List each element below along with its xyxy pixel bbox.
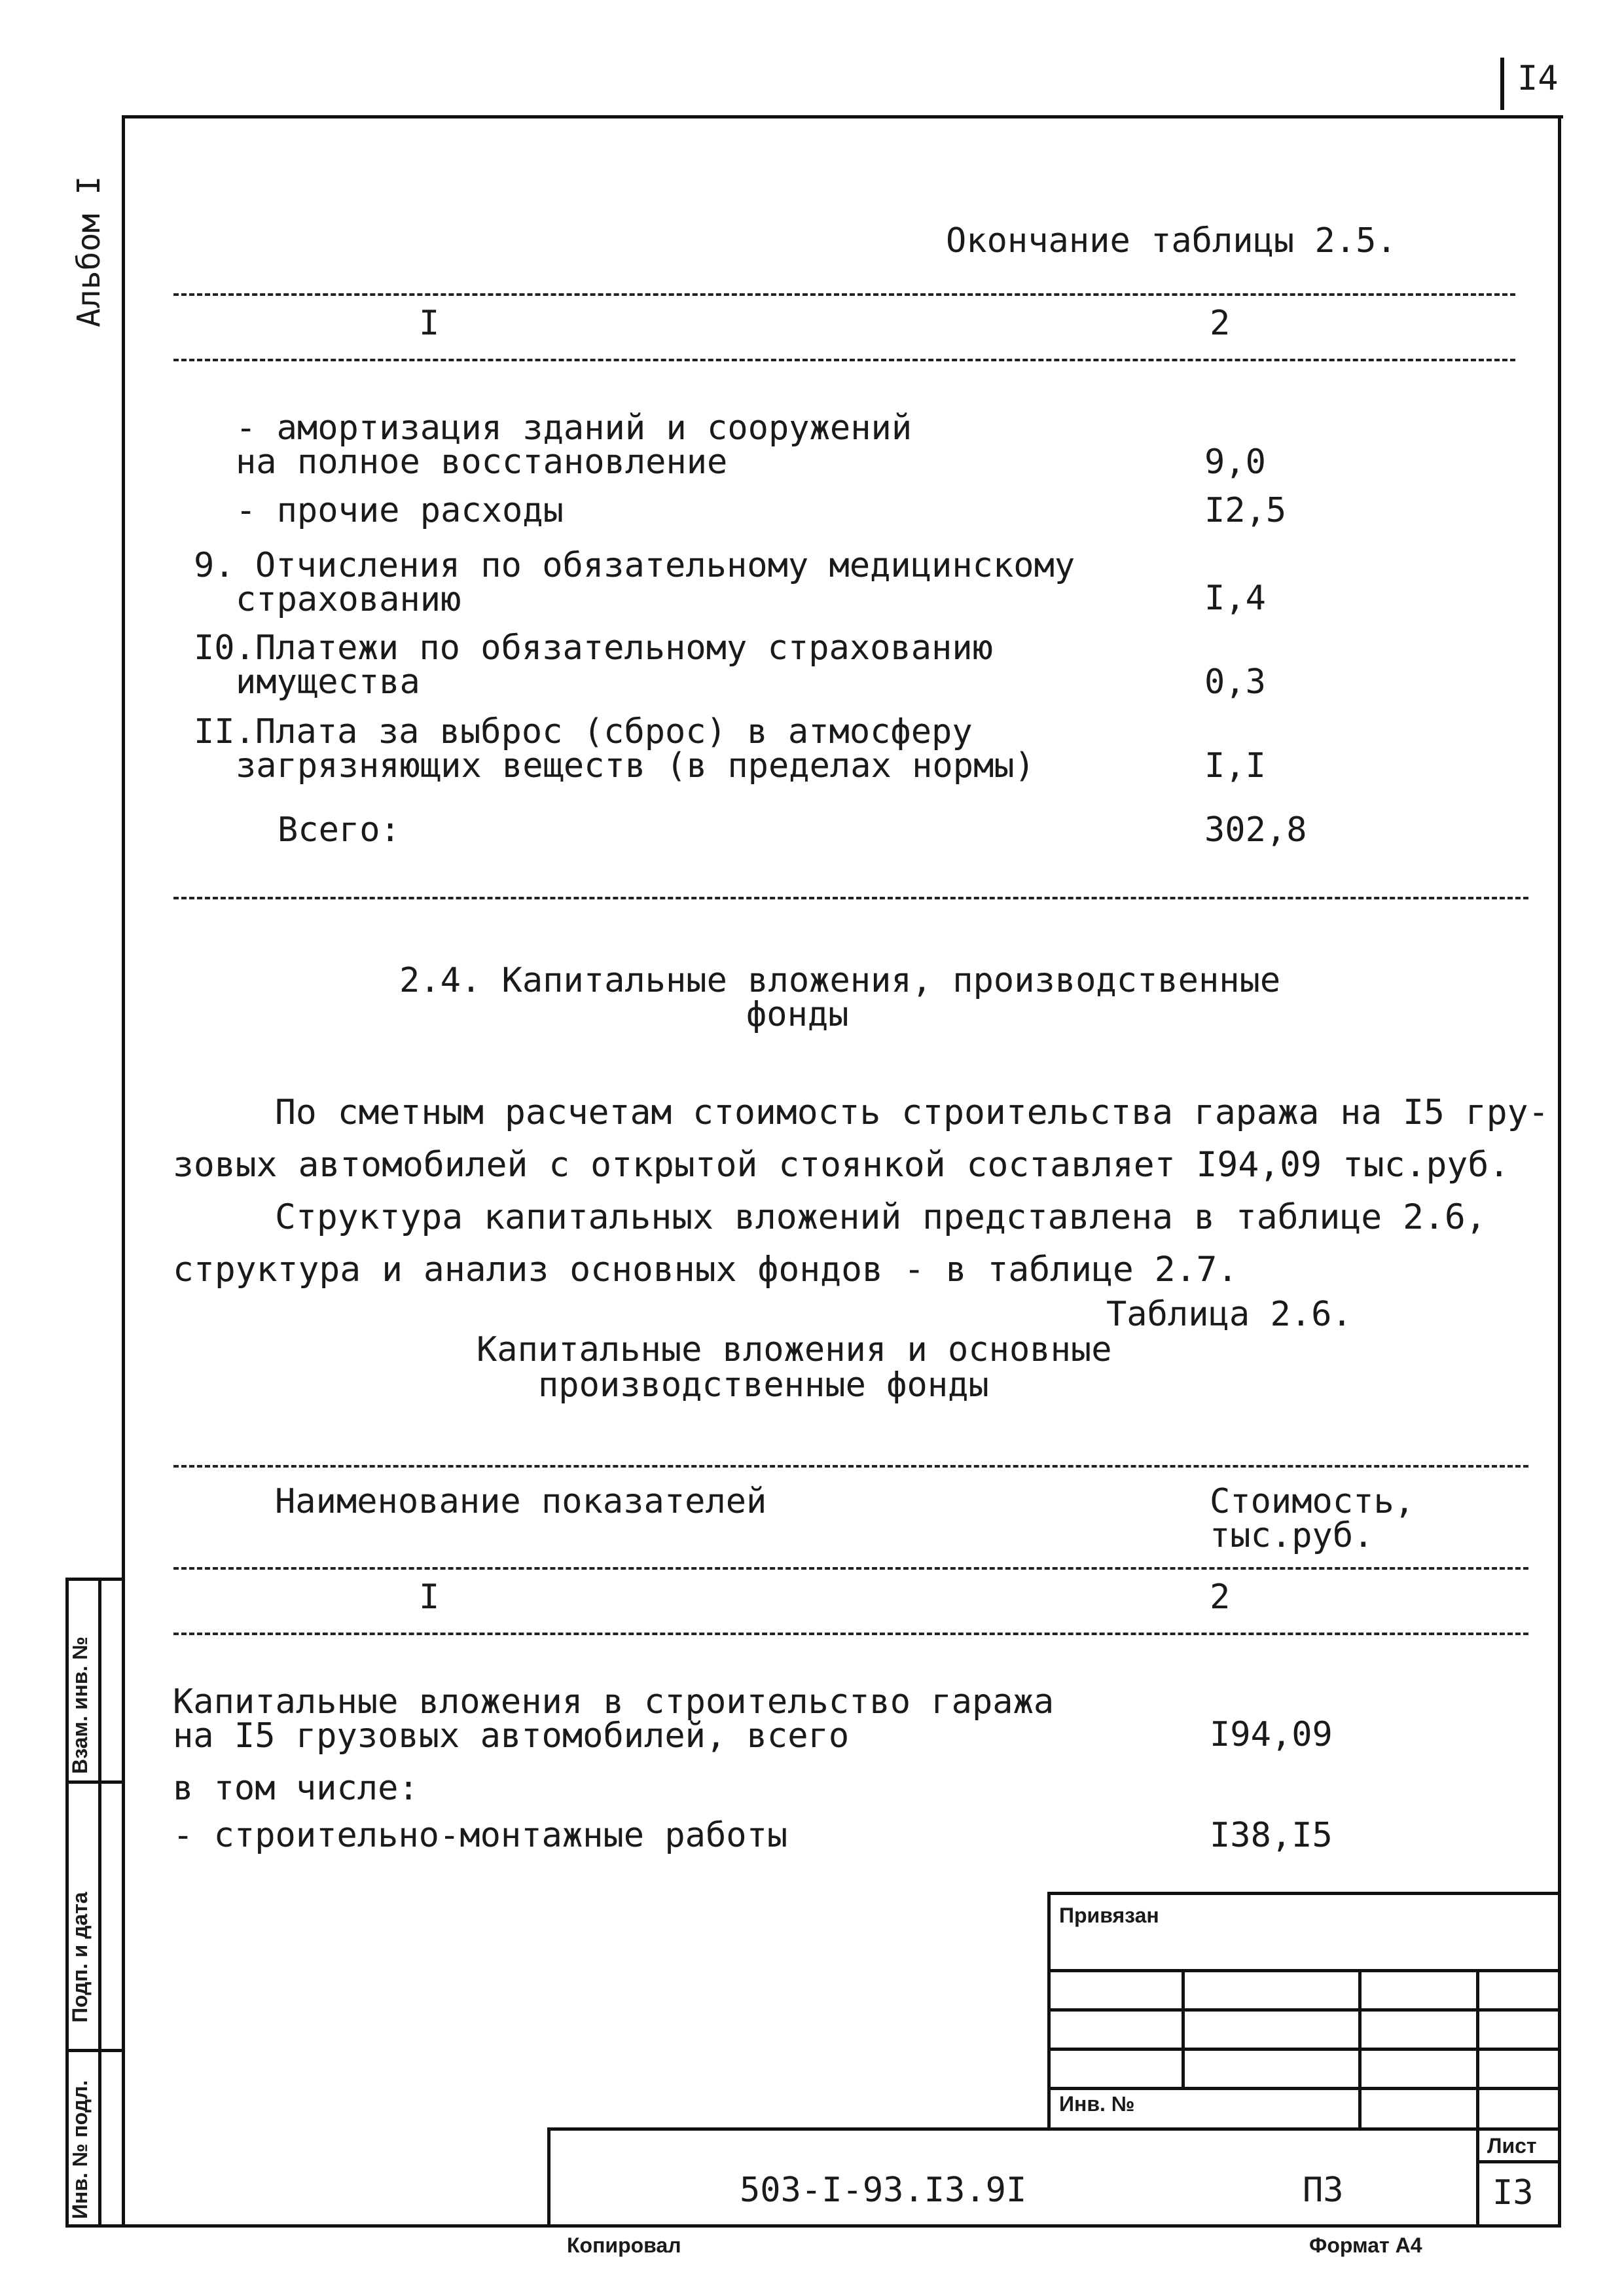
- frame-bottom: [65, 2224, 1561, 2228]
- table-row: - амортизация зданий и сооружений: [236, 408, 912, 448]
- stamp-col-1: [1182, 1969, 1185, 2087]
- frame-left: [122, 115, 125, 2226]
- frame-right: [1558, 115, 1561, 2226]
- table-row: - прочие расходы: [236, 491, 564, 530]
- stamp-col-3: [1476, 1969, 1479, 2224]
- table-2-5-rule-head: [173, 359, 1515, 361]
- table-row-value: I94,09: [1210, 1715, 1333, 1754]
- sheet-number: I3: [1492, 2173, 1534, 2213]
- table-row-cont: загрязняющих веществ (в пределах нормы): [236, 746, 1035, 786]
- stamp-privyazan: Привязан: [1059, 1904, 1159, 1927]
- table-2-6-colnum-1: I: [419, 1578, 440, 1617]
- page-number-divider: [1500, 58, 1504, 110]
- table-2-5-colnum-2: 2: [1210, 304, 1231, 343]
- stamp-sheet-divider: [1476, 2160, 1561, 2163]
- table-2-6-head-col2-cont: тыс.руб.: [1210, 1516, 1374, 1555]
- table-row: II.Плата за выброс (сброс) в атмосферу: [194, 712, 973, 751]
- stamp-grid-3: [1047, 2048, 1561, 2051]
- stamp-grid-2: [1047, 2008, 1561, 2012]
- album-label: [71, 176, 107, 327]
- table-2-6-head-col2: Стоимость,: [1210, 1482, 1415, 1521]
- table-2-6-colnum-2: 2: [1210, 1578, 1231, 1617]
- page-number: I4: [1517, 59, 1559, 98]
- side-vzam-inv: [68, 1636, 92, 1774]
- table-total-label: Всего:: [278, 810, 401, 850]
- side-strip-div-2: [65, 2049, 124, 2052]
- side-strip-top: [65, 1578, 124, 1581]
- table-2-5-rule-bottom: [173, 897, 1528, 899]
- stamp-main-top: [547, 2127, 1561, 2131]
- stamp-top: [1047, 1892, 1561, 1895]
- table-2-6-head-col1: Наименование показателей: [275, 1482, 767, 1521]
- table-2-6-rule-head: [173, 1567, 1528, 1570]
- paragraph-line: По сметным расчетам стоимость строительства гаража на I5 гру-: [275, 1093, 1549, 1132]
- table-2-5-colnum-1: I: [419, 304, 440, 343]
- table-row-value: I,I: [1204, 746, 1266, 786]
- table-row: - строительно-монтажные работы: [173, 1816, 788, 1855]
- table-row-value: I2,5: [1204, 491, 1287, 530]
- side-vzam-inv-text: Взам. инв. №: [68, 1636, 92, 1774]
- copied-label: Копировал: [567, 2233, 681, 2257]
- table-row-cont: на полное восстановление: [236, 443, 728, 482]
- stamp-grid-4: [1047, 2087, 1561, 2090]
- table-2-6-rule-top: [173, 1465, 1528, 1468]
- stamp-col-2: [1358, 1969, 1362, 2127]
- table-2-5-caption: Окончание таблицы 2.5.: [946, 221, 1397, 261]
- section-heading-cont: фонды: [746, 995, 849, 1034]
- side-inv-podl: [68, 2080, 92, 2219]
- format-label: Формат А4: [1309, 2233, 1422, 2257]
- table-2-6-title-cont: производственные фонды: [538, 1365, 989, 1405]
- side-strip-inner: [98, 1578, 101, 2226]
- table-2-6-rule-colnum: [173, 1633, 1528, 1635]
- table-row-value: 9,0: [1204, 443, 1266, 482]
- section-heading: 2.4. Капитальные вложения, производственные: [399, 961, 1281, 1000]
- doc-code: 503-I-93.I3.9I: [740, 2171, 1027, 2210]
- table-2-5-rule-top: [173, 293, 1515, 296]
- paragraph-line: структура и анализ основных фондов - в таблице 2.7.: [173, 1250, 1238, 1290]
- frame-top: [122, 115, 1563, 118]
- table-row: 9. Отчисления по обязательному медицинскому: [194, 546, 1075, 585]
- stamp-inv-no: Инв. №: [1059, 2092, 1135, 2116]
- table-total-value: 302,8: [1204, 810, 1307, 850]
- album-label-text: Альбом I: [71, 175, 107, 327]
- table-row-cont: страхованию: [236, 580, 461, 619]
- paragraph-line: зовых автомобилей с открытой стоянкой составляет I94,09 тыс.руб.: [173, 1145, 1510, 1185]
- table-row-value: 0,3: [1204, 662, 1266, 702]
- side-podp-data: [68, 1892, 92, 2023]
- side-strip-div-1: [65, 1780, 124, 1784]
- doc-type: ПЗ: [1303, 2171, 1344, 2210]
- side-inv-podl-text: Инв. № подл.: [68, 2080, 92, 2219]
- paragraph-line: Структура капитальных вложений представлена в таблице 2.6,: [275, 1197, 1487, 1237]
- table-row: I0.Платежи по обязательному страхованию: [194, 628, 993, 668]
- table-row: в том числе:: [173, 1769, 419, 1808]
- table-row: Капитальные вложения в строительство гаража: [173, 1682, 1055, 1722]
- table-2-6-label: Таблица 2.6.: [1106, 1295, 1352, 1334]
- table-row-cont: имущества: [236, 662, 420, 702]
- table-2-6-title: Капитальные вложения и основные: [477, 1330, 1112, 1369]
- table-row-cont: на I5 грузовых автомобилей, всего: [173, 1716, 850, 1756]
- sheet-label: Лист: [1487, 2134, 1537, 2158]
- side-podp-data-text: Подп. и дата: [68, 1892, 92, 2023]
- stamp-grid-1: [1047, 1969, 1561, 1972]
- table-row-value: I38,I5: [1210, 1816, 1333, 1855]
- stamp-main-left: [547, 2127, 550, 2226]
- table-row-value: I,4: [1204, 579, 1266, 618]
